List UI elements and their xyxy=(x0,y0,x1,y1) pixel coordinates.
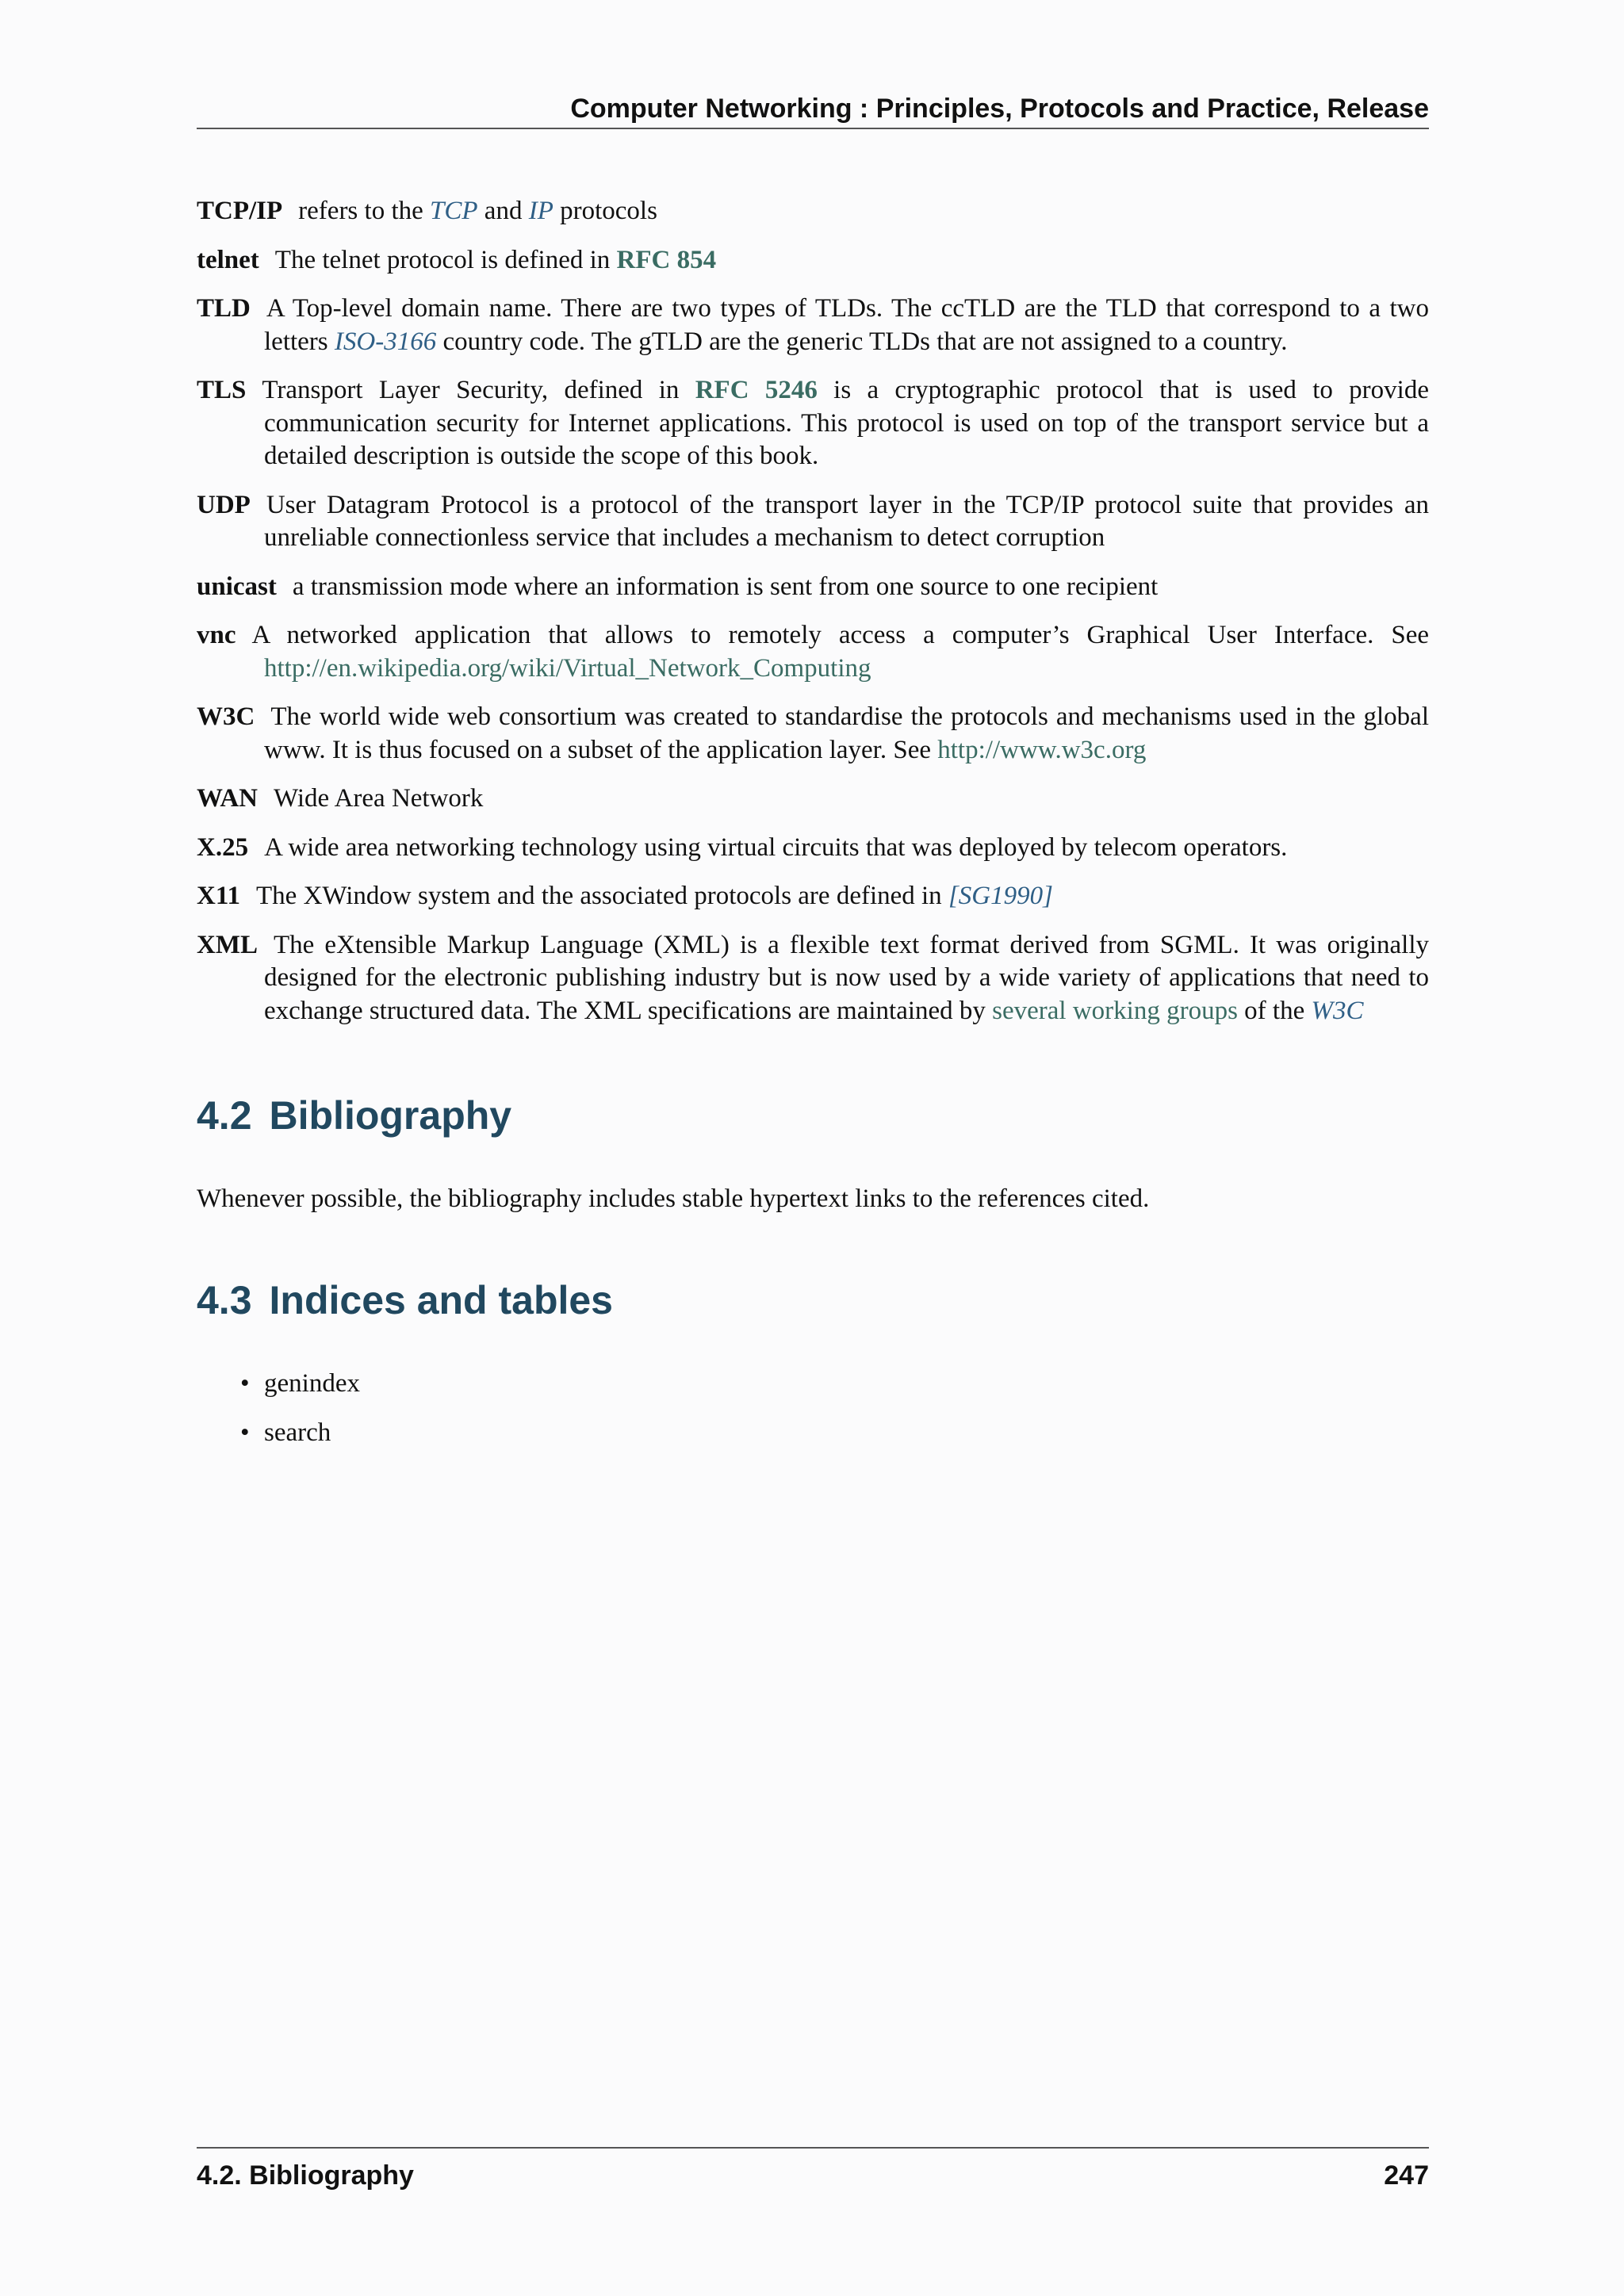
glossary-entry-tls: TLS Transport Layer Security, defined in RFC 5246 is a cryptographic protocol that is used to provide communication security for Internet applications. This protocol is used on top of the transport service but a detailed description is outside the scope of this book. xyxy=(197,376,1429,470)
genindex-link[interactable]: genindex xyxy=(264,1369,360,1398)
glossary-list xyxy=(197,195,1429,1043)
glossary-entry-unicast: unicast a transmission mode where an information is sent from one source to one recipient xyxy=(197,572,1159,601)
bullet-icon: • xyxy=(240,1418,250,1447)
vnc-wikipedia-link[interactable]: http://en.wikipedia.org/wiki/Virtual_Network_Computing xyxy=(264,653,871,683)
glossary-term: TCP/IP xyxy=(197,197,283,225)
indices-list xyxy=(197,1368,360,1466)
glossary-entry-telnet: telnet The telnet protocol is defined in RFC 854 xyxy=(197,245,717,274)
ip-link[interactable]: IP xyxy=(528,197,553,225)
section-heading-indices xyxy=(197,1276,613,1324)
rfc-854-link[interactable]: RFC 854 xyxy=(616,245,717,274)
section-heading-bibliography xyxy=(197,1092,511,1139)
glossary-entry-udp: UDP User Datagram Protocol is a protocol of the transport layer in the TCP/IP protocol suite that provides an unreliable connectionless service that includes a mechanism to detect corruption xyxy=(197,490,1429,552)
glossary-term: UDP xyxy=(197,490,251,519)
section-number: 4.3 xyxy=(197,1278,252,1322)
w3c-link[interactable]: W3C xyxy=(1311,996,1364,1025)
section-title: Bibliography xyxy=(269,1093,512,1138)
glossary-entry-wan: WAN Wide Area Network xyxy=(197,784,484,813)
rfc-5246-link[interactable]: RFC 5246 xyxy=(695,376,818,404)
list-item-genindex xyxy=(197,1368,360,1400)
page-footer xyxy=(197,2147,1429,2198)
glossary-entry-vnc: vnc A networked application that allows to remotely access a computer’s Graphical User Interface. See http://en.wikipedia.org/wiki/Virtual_Network_Computing xyxy=(197,621,1429,683)
footer-section: 4.2. Bibliography xyxy=(197,2160,414,2191)
glossary-entry-x11: X11 The XWindow system and the associated protocols are defined in [SG1990] xyxy=(197,882,1053,910)
glossary-term: WAN xyxy=(197,784,259,813)
glossary-entry-xml: XML The eXtensible Markup Language (XML) is a flexible text format derived from SGML. It was originally designed for the electronic publishing industry but is now used by a wide variety of applications that need to exchange structured data. The XML specifications are maintained by several working groups of the W3C xyxy=(197,930,1429,1025)
glossary-term: XML xyxy=(197,930,258,959)
glossary-term: vnc xyxy=(197,621,236,649)
bibliography-intro: Whenever possible, the bibliography includes stable hypertext links to the references cited. xyxy=(197,1184,1150,1213)
section-number: 4.2 xyxy=(197,1093,252,1138)
glossary-term: TLS xyxy=(197,376,247,404)
working-groups-link[interactable]: several working groups xyxy=(992,996,1238,1025)
page-number: 247 xyxy=(1384,2160,1429,2191)
page xyxy=(197,0,1429,2296)
sg1990-citation-link[interactable]: [SG1990] xyxy=(948,882,1053,910)
glossary-entry-w3c: W3C The world wide web consortium was created to standardise the protocols and mechanisms used in the global www. It is thus focused on a subset of the application layer. See http://www.w3c.org xyxy=(197,702,1429,764)
glossary-term: X11 xyxy=(197,882,241,910)
iso-3166-link[interactable]: ISO-3166 xyxy=(334,327,437,356)
glossary-term: X.25 xyxy=(197,832,249,862)
glossary-term: unicast xyxy=(197,572,277,601)
running-header: Computer Networking : Principles, Protocols and Practice, Release xyxy=(197,90,1429,129)
glossary-term: telnet xyxy=(197,245,259,274)
w3c-org-link[interactable]: http://www.w3c.org xyxy=(937,735,1147,764)
glossary-entry-tcpip: TCP/IP refers to the TCP and IP protocols xyxy=(197,197,657,225)
glossary-entry-x25: X.25 A wide area networking technology using virtual circuits that was deployed by telecom operators. xyxy=(197,832,1288,862)
list-item-search xyxy=(197,1417,360,1449)
tcp-link[interactable]: TCP xyxy=(430,197,478,225)
glossary-entry-tld: TLD A Top-level domain name. There are two types of TLDs. The ccTLD are the TLD that correspond to a two letters ISO-3166 country code. The gTLD are the generic TLDs that are not assigned to a country. xyxy=(197,294,1429,356)
bullet-icon: • xyxy=(240,1369,250,1398)
search-link[interactable]: search xyxy=(264,1418,331,1447)
glossary-term: TLD xyxy=(197,294,251,323)
glossary-term: W3C xyxy=(197,702,255,731)
section-title: Indices and tables xyxy=(269,1278,613,1322)
